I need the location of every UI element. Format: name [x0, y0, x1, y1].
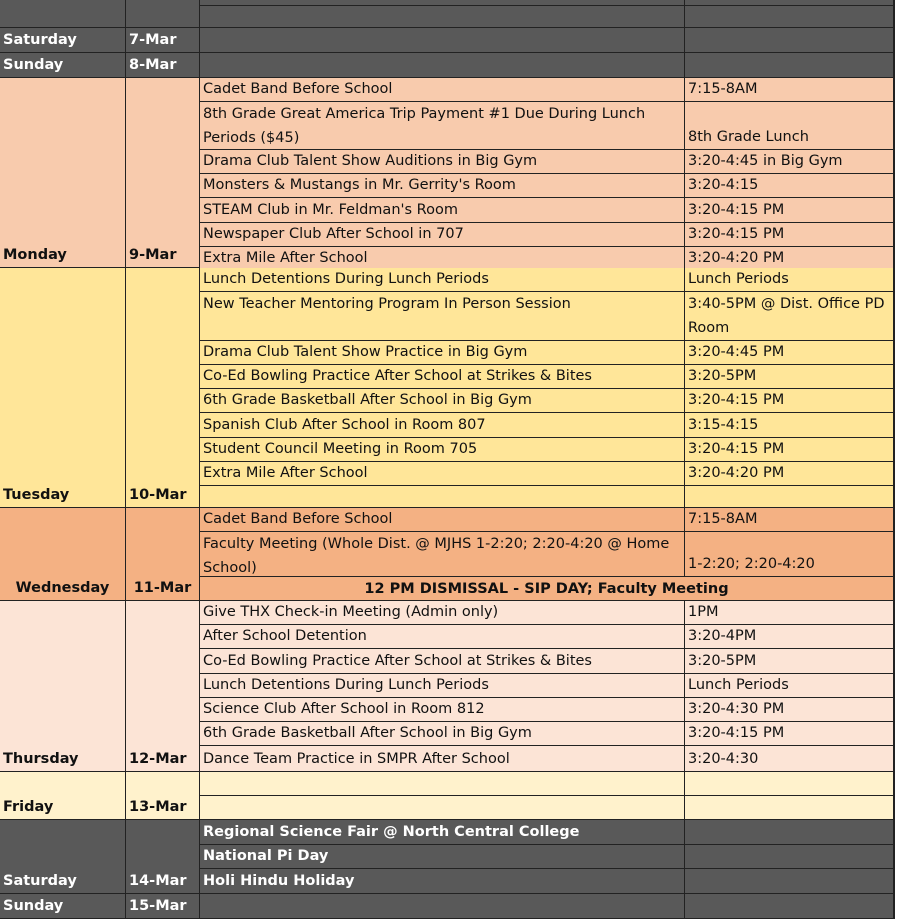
- partial-row-cell: [0, 0, 126, 28]
- event-name-cell[interactable]: After School Detention: [200, 625, 685, 649]
- event-time-text: 8th Grade Lunch: [688, 129, 809, 145]
- event-time-cell[interactable]: 3:20-4:20 PM: [685, 247, 894, 271]
- event-name-cell[interactable]: STEAM Club in Mr. Feldman's Room: [200, 198, 685, 223]
- day-cell[interactable]: [0, 772, 126, 820]
- date-cell[interactable]: [126, 894, 200, 919]
- event-name-cell[interactable]: Science Club After School in Room 812: [200, 698, 685, 722]
- event-time-cell[interactable]: 3:20-4:20 PM: [685, 462, 894, 486]
- event-name-cell[interactable]: Give THX Check-in Meeting (Admin only): [200, 601, 685, 625]
- event-name-cell[interactable]: [200, 796, 685, 820]
- date-cell[interactable]: [126, 820, 200, 894]
- event-time-cell[interactable]: 3:20-4:45 in Big Gym: [685, 150, 894, 174]
- event-name-cell[interactable]: [200, 486, 685, 508]
- event-name-cell[interactable]: Lunch Detentions During Lunch Periods: [200, 674, 685, 698]
- event-name-cell[interactable]: Co-Ed Bowling Practice After School at Strikes & Bites: [200, 649, 685, 674]
- event-name-cell[interactable]: Spanish Club After School in Room 807: [200, 413, 685, 438]
- event-time-cell[interactable]: 3:15-4:15: [685, 413, 894, 438]
- event-name-cell[interactable]: Regional Science Fair @ North Central College: [200, 820, 685, 845]
- day-label: Friday: [3, 799, 54, 815]
- date-cell[interactable]: [126, 772, 200, 820]
- event-time-cell[interactable]: [685, 894, 894, 919]
- event-time-cell[interactable]: 3:20-4:30 PM: [685, 698, 894, 722]
- day-cell[interactable]: [0, 820, 126, 894]
- event-time-cell[interactable]: [685, 486, 894, 508]
- event-name-cell[interactable]: Cadet Band Before School: [200, 78, 685, 102]
- event-name-cell[interactable]: Extra Mile After School: [200, 247, 685, 271]
- event-name-cell[interactable]: Drama Club Talent Show Auditions in Big Gym: [200, 150, 685, 174]
- day-label: Saturday: [3, 873, 77, 889]
- event-time-cell[interactable]: 3:20-4:15: [685, 174, 894, 198]
- day-cell[interactable]: [0, 508, 126, 601]
- date-cell[interactable]: [126, 268, 200, 508]
- day-cell[interactable]: [0, 53, 126, 78]
- event-time-cell[interactable]: [685, 772, 894, 796]
- event-name-cell[interactable]: Newspaper Club After School in 707: [200, 223, 685, 247]
- date-label: 10-Mar: [129, 487, 187, 503]
- event-name-cell[interactable]: Dance Team Practice in SMPR After School: [200, 746, 685, 772]
- date-cell[interactable]: [126, 78, 200, 268]
- date-label: 15-Mar: [129, 898, 187, 914]
- event-time-cell[interactable]: [685, 532, 894, 577]
- partial-row-cell: [200, 6, 685, 28]
- date-cell[interactable]: [126, 28, 200, 53]
- event-name-cell[interactable]: [200, 53, 685, 78]
- event-time-cell[interactable]: 7:15-8AM: [685, 508, 894, 532]
- event-time-cell[interactable]: [685, 820, 894, 845]
- event-name-cell[interactable]: New Teacher Mentoring Program In Person Session: [200, 292, 685, 341]
- day-cell[interactable]: [0, 28, 126, 53]
- event-name-cell[interactable]: Student Council Meeting in Room 705: [200, 438, 685, 462]
- event-time-cell[interactable]: 3:20-4:45 PM: [685, 341, 894, 365]
- event-name-cell[interactable]: Co-Ed Bowling Practice After School at Strikes & Bites: [200, 365, 685, 389]
- date-label: 7-Mar: [129, 32, 177, 48]
- date-label: 8-Mar: [129, 57, 177, 73]
- event-name-cell[interactable]: Cadet Band Before School: [200, 508, 685, 532]
- event-name-cell[interactable]: Lunch Detentions During Lunch Periods: [200, 268, 685, 292]
- event-time-cell[interactable]: [685, 292, 894, 341]
- event-time-cell[interactable]: 3:20-5PM: [685, 365, 894, 389]
- day-cell[interactable]: [0, 601, 126, 772]
- event-name-cell[interactable]: [200, 894, 685, 919]
- event-time-cell[interactable]: 3:20-4PM: [685, 625, 894, 649]
- partial-row-cell: [126, 0, 200, 28]
- day-cell[interactable]: [0, 78, 126, 268]
- date-cell[interactable]: [126, 508, 200, 601]
- day-cell[interactable]: [0, 894, 126, 919]
- event-name-cell[interactable]: Drama Club Talent Show Practice in Big Gym: [200, 341, 685, 365]
- event-name-cell[interactable]: Holi Hindu Holiday: [200, 869, 685, 894]
- date-label: 13-Mar: [129, 799, 187, 815]
- event-time-cell[interactable]: 7:15-8AM: [685, 78, 894, 102]
- event-name-cell[interactable]: 6th Grade Basketball After School in Big Gym: [200, 722, 685, 746]
- event-time-cell[interactable]: 3:20-4:15 PM: [685, 198, 894, 223]
- event-time-cell[interactable]: [685, 102, 894, 150]
- event-time-cell[interactable]: [685, 28, 894, 53]
- event-name-cell[interactable]: Extra Mile After School: [200, 462, 685, 486]
- event-time-cell[interactable]: 1PM: [685, 601, 894, 625]
- date-label: 11-Mar: [133, 580, 192, 596]
- event-name-cell[interactable]: Monsters & Mustangs in Mr. Gerrity's Room: [200, 174, 685, 198]
- date-cell[interactable]: [126, 601, 200, 772]
- day-label: Sunday: [3, 57, 64, 73]
- day-cell[interactable]: [0, 268, 126, 508]
- event-time-cell[interactable]: [685, 796, 894, 820]
- event-time-cell[interactable]: 3:20-4:15 PM: [685, 223, 894, 247]
- date-label: 12-Mar: [129, 751, 187, 767]
- event-name-cell[interactable]: Faculty Meeting (Whole Dist. @ MJHS 1-2:20; 2:20-4:20 @ Home School): [200, 532, 685, 577]
- event-time-cell[interactable]: [685, 845, 894, 869]
- event-time-text: 3:40-5PM @ Dist. Office PD Room: [688, 296, 885, 336]
- day-label: Sunday: [3, 898, 64, 914]
- event-time-cell[interactable]: 3:20-5PM: [685, 649, 894, 674]
- event-name-cell[interactable]: [200, 772, 685, 796]
- event-name-cell[interactable]: [200, 28, 685, 53]
- event-time-cell[interactable]: [685, 869, 894, 894]
- day-label: Saturday: [3, 32, 77, 48]
- event-time-cell[interactable]: Lunch Periods: [685, 674, 894, 698]
- event-time-cell[interactable]: 3:20-4:15 PM: [685, 438, 894, 462]
- event-time-cell[interactable]: 3:20-4:15 PM: [685, 389, 894, 413]
- day-label: Wednesday: [15, 580, 110, 596]
- event-name-cell[interactable]: 8th Grade Great America Trip Payment #1 Due During Lunch Periods ($45): [200, 102, 685, 150]
- partial-row-cell: [685, 6, 894, 28]
- date-label: 14-Mar: [129, 873, 187, 889]
- event-time-text: 1-2:20; 2:20-4:20: [688, 556, 815, 572]
- event-time-cell[interactable]: Lunch Periods: [685, 268, 894, 292]
- day-label: Monday: [3, 247, 67, 263]
- event-time-cell[interactable]: 3:20-4:15 PM: [685, 722, 894, 746]
- event-name-cell[interactable]: 6th Grade Basketball After School in Big Gym: [200, 389, 685, 413]
- dismissal-banner[interactable]: 12 PM DISMISSAL - SIP DAY; Faculty Meeting: [200, 577, 894, 601]
- next-column-edge: [894, 0, 900, 919]
- date-cell[interactable]: [126, 53, 200, 78]
- date-label: 9-Mar: [129, 247, 177, 263]
- day-label: Tuesday: [3, 487, 70, 503]
- event-time-cell[interactable]: [685, 53, 894, 78]
- event-name-cell[interactable]: National Pi Day: [200, 845, 685, 869]
- day-label: Thursday: [3, 751, 79, 767]
- event-time-cell[interactable]: 3:20-4:30: [685, 746, 894, 772]
